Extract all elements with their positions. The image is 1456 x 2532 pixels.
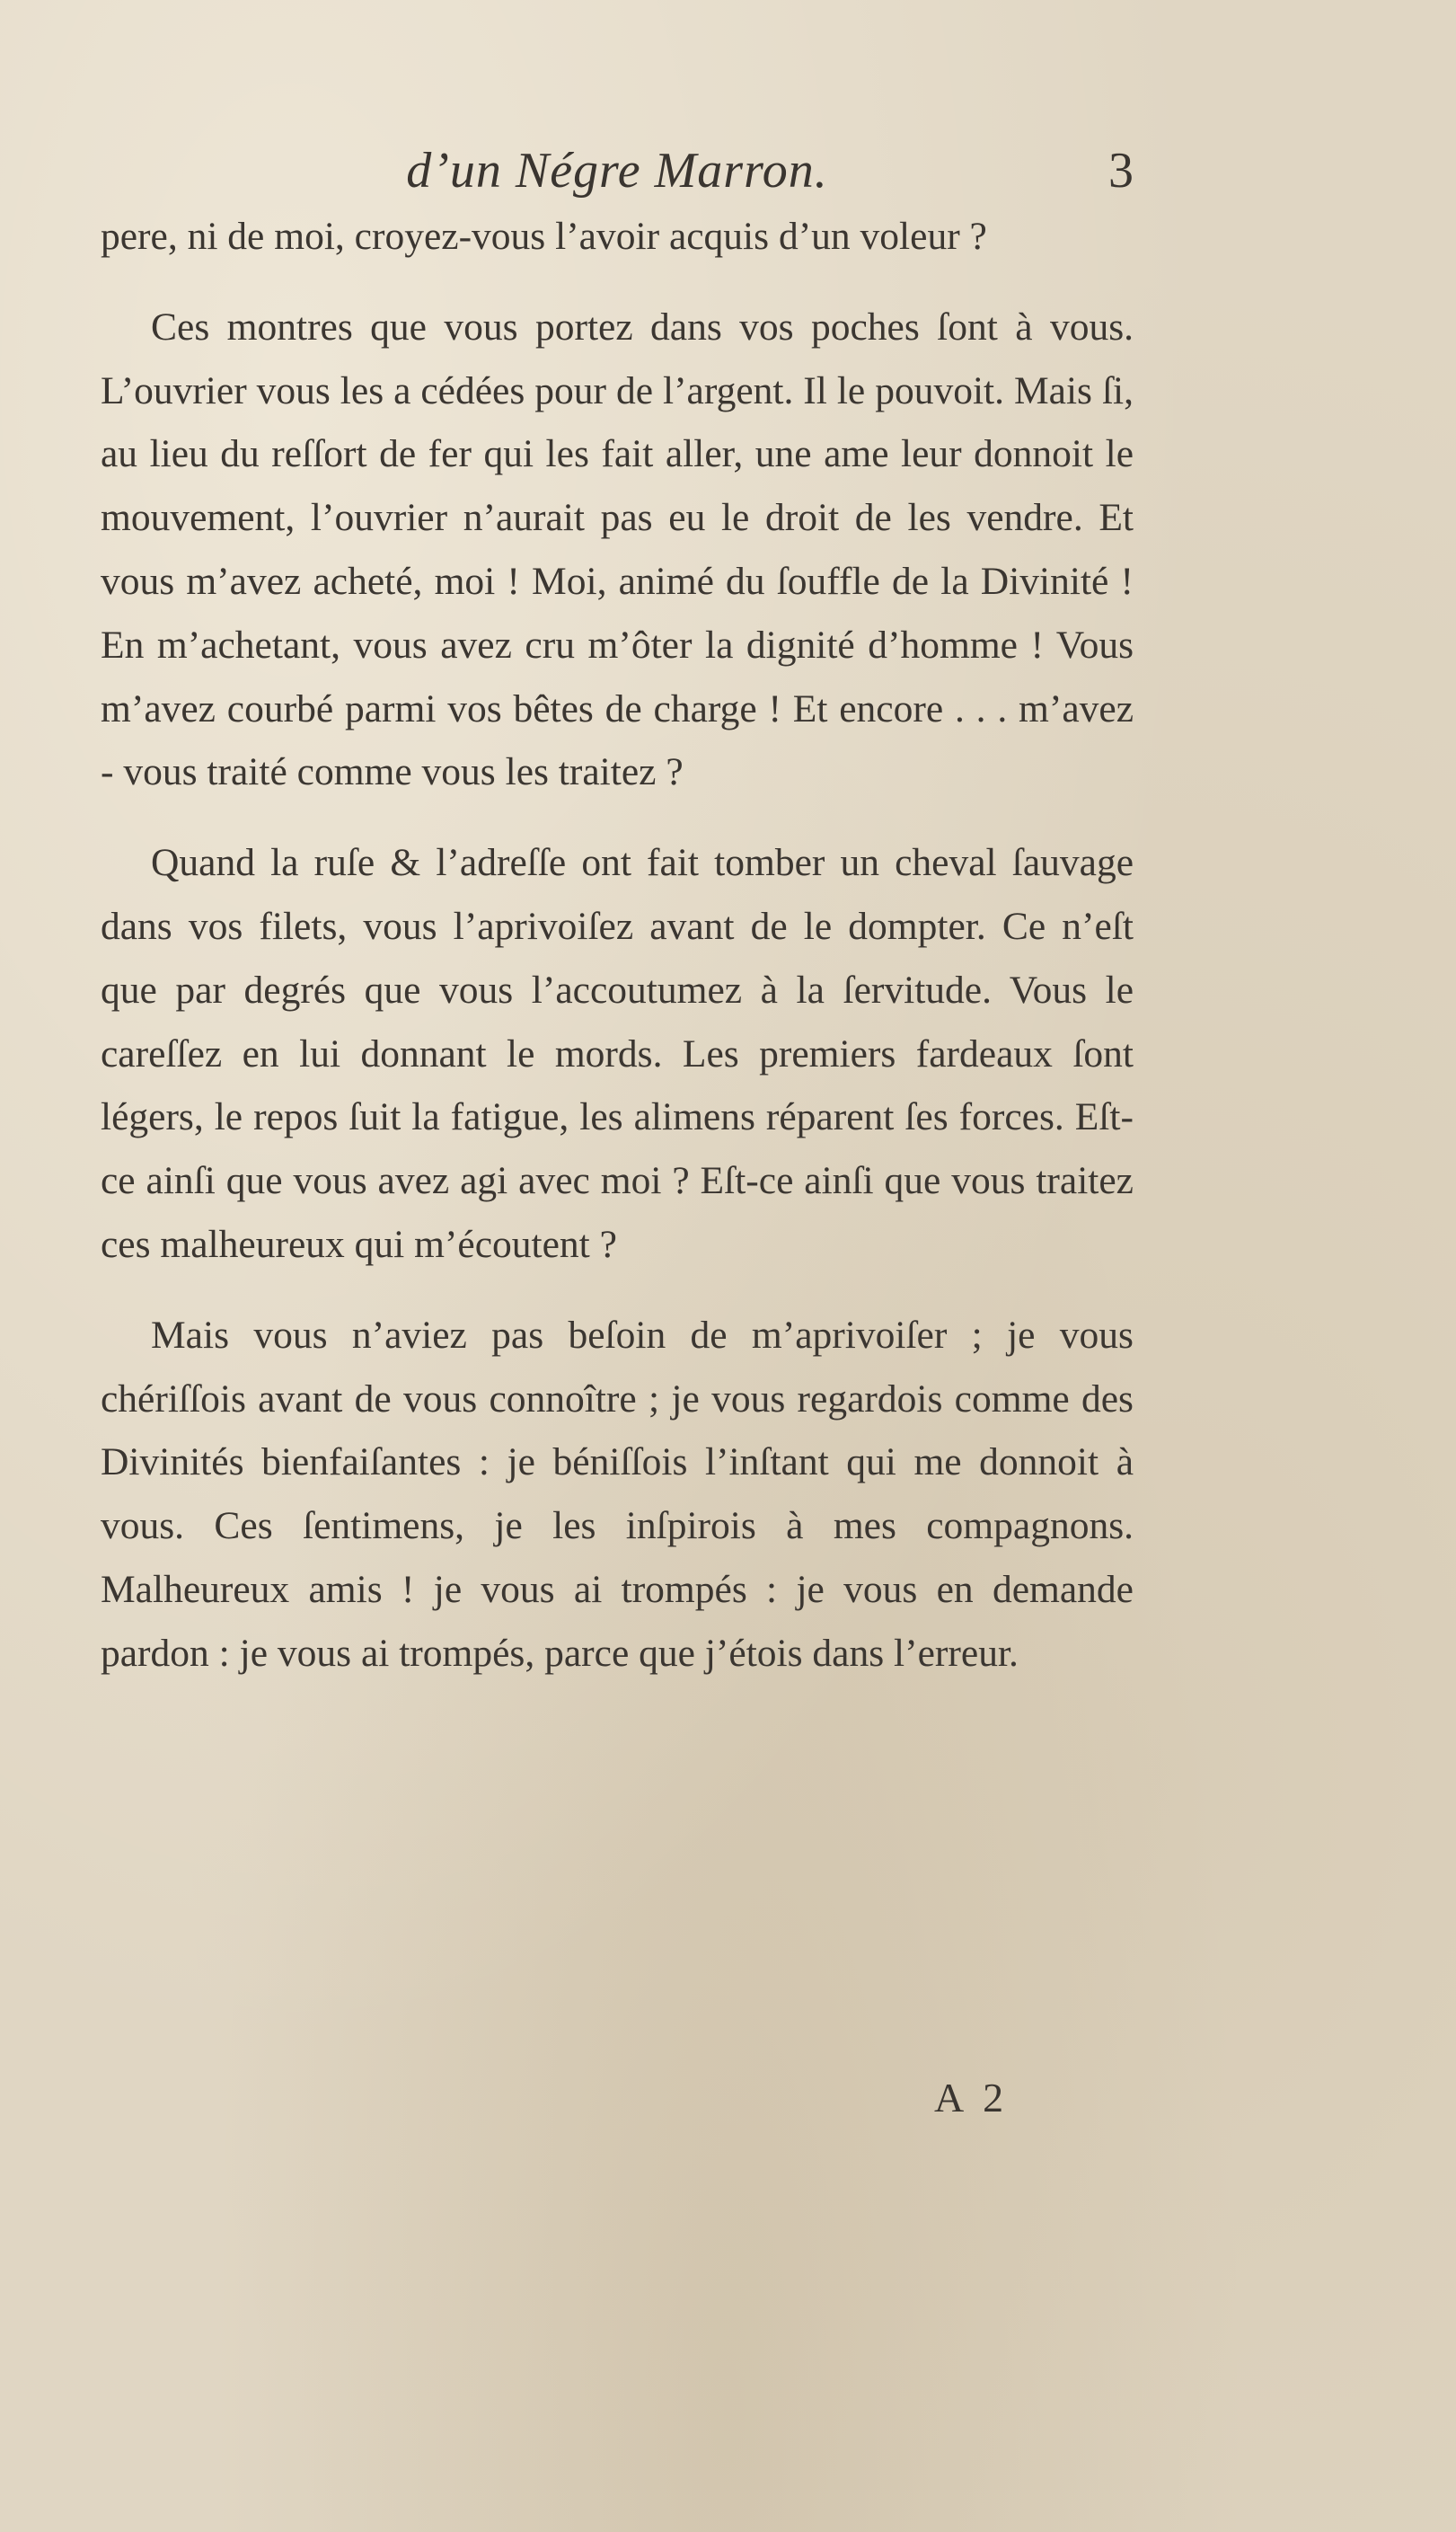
signature-mark: A 2 [934,2075,1010,2120]
page-header [101,135,1134,207]
paragraph: Quand la ruſe & l’adreſſe ont fait tomber un cheval ſauvage dans vos filets, vous l’aprivoiſez avant de le dompter. Ce n’eſt que par degrés que vous l’accoutumez à la ſervitude. Vous le careſſez en lui donnant le mords. Les premiers fardeaux ſont légers, le repos ſuit la fatigue, les alimens réparent ſes forces. Eſt-ce ainſi que vous avez agi avec moi ? Eſt-ce ainſi que vous traitez ces malheureux qui m’écoutent ? [101,841,1134,1266]
page-number: 3 [1108,143,1134,199]
paragraph: Mais vous n’aviez pas beſoin de m’aprivoiſer ; je vous chériſſois avant de vous connoître ; je vous regardois comme des Divinités bienfaiſantes : je béniſſois l’inſtant qui me donnoit à vous. Ces ſentimens, je les inſpirois à mes compagnons. Malheureux amis ! je vous ai trompés : je vous en demande pardon : je vous ai trompés, parce que j’étois dans l’erreur. [101,1313,1134,1675]
body-text [101,205,1134,1713]
paragraph-continued: pere, ni de moi, croyez-vous l’avoir acquis d’un voleur ? [101,215,987,258]
running-title: d’un Négre Marron. [406,143,828,199]
paragraph: Ces montres que vous portez dans vos poches ſont à vous. L’ouvrier vous les a cédées pour de l’argent. Il le pouvoit. Mais ſi, au lieu du reſſort de fer qui les fait aller, une ame leur donnoit le mouvement, l’ouvrier n’aurait pas eu le droit de les vendre. Et vous m’avez acheté, moi ! Moi, animé du ſouffle de la Divinité ! En m’achetant, vous avez cru m’ôter la dignité d’homme ! Vous m’avez courbé parmi vos bêtes de charge ! Et encore . . . m’avez - vous traité comme vous les traitez ? [101,305,1134,794]
